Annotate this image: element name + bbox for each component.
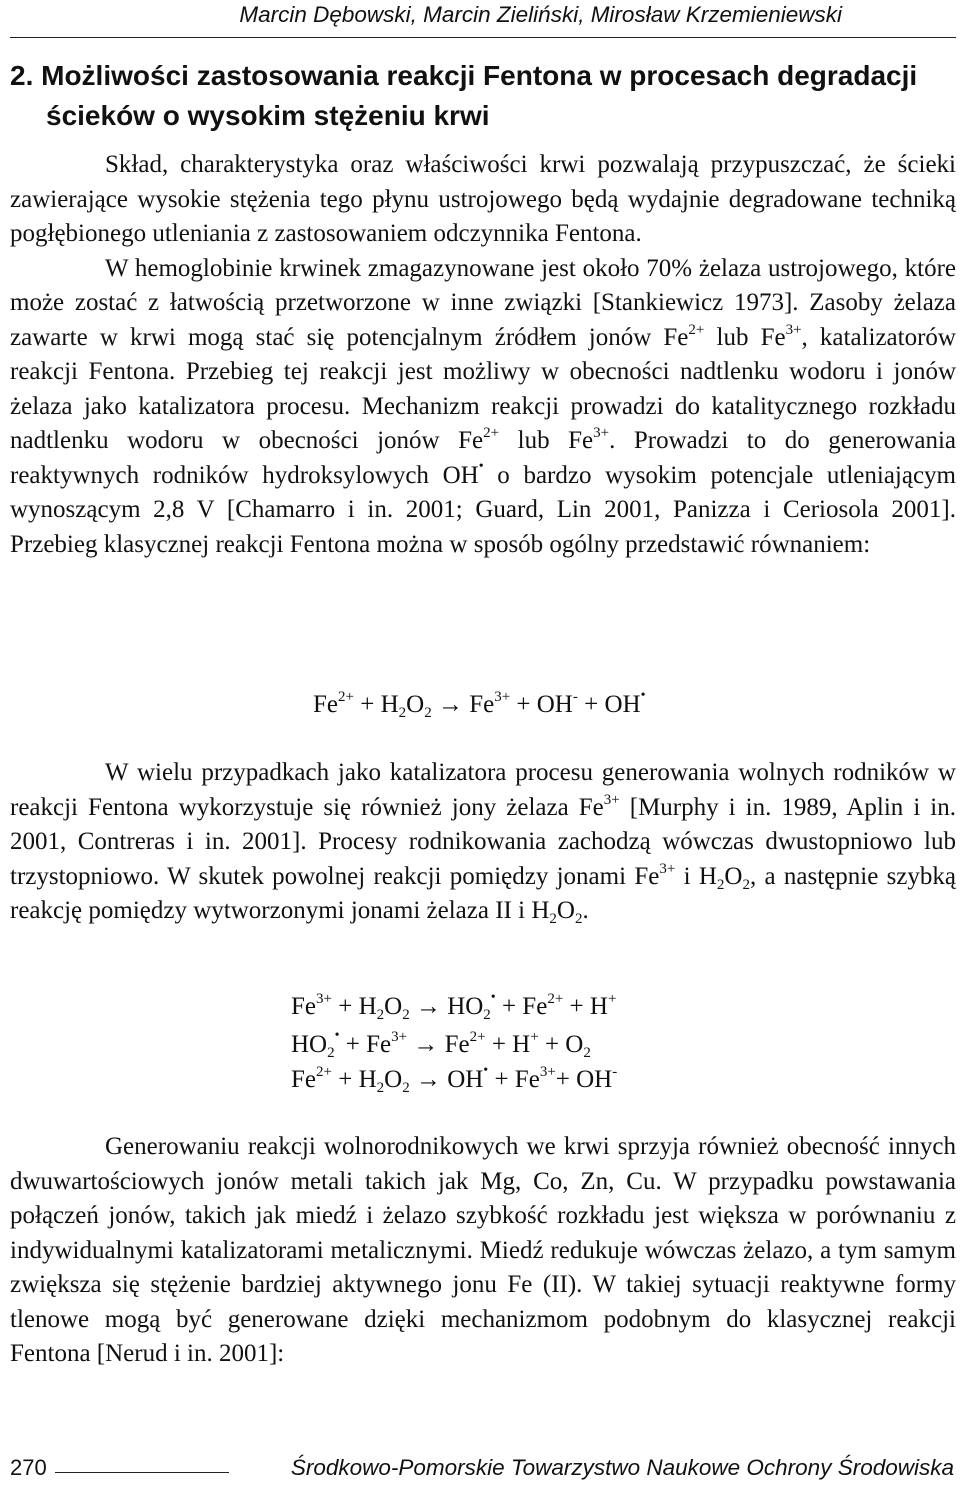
text-span: . [582,897,589,924]
equation-1 [291,990,616,1025]
paragraph-1-sentence: Skład, charakterystyka oraz właściwości krwi pozwalają przypuszczać, że ścieki zawierające wysokie stężenia tego płynu ustrojowego będą wydajnie degradowane techniką pogłębionego utleniania z zastosowaniem odczynnika Fentona. [10,151,956,247]
running-header [0,0,960,40]
page-number: 270 [10,1455,47,1480]
eq-text: + OH [555,1066,613,1093]
superscript: + [607,991,617,1007]
superscript: + [530,1029,539,1045]
radical-dot: • [478,458,484,474]
eq-text: Fe [291,1066,316,1093]
subscript: 2 [402,1007,410,1023]
eq-text: + OH [510,691,573,718]
superscript: 2+ [547,991,564,1007]
eq-text: Fe [291,993,316,1020]
radical-dot: • [334,1028,340,1043]
superscript: 3+ [603,791,620,808]
paragraph-3 [10,1130,956,1372]
eq-text: HO [291,1031,328,1058]
subscript: 2 [716,876,725,893]
subscript: 2 [574,911,583,927]
eq-text: + H [331,1066,377,1093]
subscript: 2 [742,876,750,893]
eq-text: + Fe [495,993,548,1020]
paragraph-2-text [10,756,956,929]
eq-text: + O [538,1031,584,1058]
eq-text: + OH [577,691,641,718]
superscript: 3+ [316,991,332,1007]
fenton-equation [313,688,646,723]
text-span: i H [675,862,717,890]
text-span: W wielu przypadkach jako katalizatora procesu generowania wolnych rodników w reakcji Fentona wykorzystuje się również jony żelaza Fe [10,759,956,821]
eq-text: Fe [313,691,338,718]
section-heading-line-1: 2. Możliwości zastosowania reakcji Fentona w procesach degradacji [10,60,918,91]
subscript: 2 [483,1007,491,1023]
superscript: 3+ [593,425,610,441]
text-span: [Murphy i in. 1989, Aplin i in. 2001, Contreras i in. 2001]. Procesy rodnikowania zachodzą wówczas dwustopniowo lub trzystopniowo. W skutek powolnej reakcji pomiędzy jonami Fe [10,793,957,890]
eq-text: + Fe [488,1066,540,1093]
subscript: 2 [327,1045,335,1061]
paragraph-2 [10,756,956,929]
text-span: W hemoglobinie krwinek zmagazynowane jest około 70% żelaza ustrojowego, które może zostać z łatwością przetworzone w inne związki [Stankiewicz 1973]. Zasoby żelaza zawarte w krwi mogą stać się potencjalnym źródłem jonów Fe [10,254,956,351]
superscript: 2+ [688,321,705,338]
eq-text: O [406,691,425,718]
text-span: O [556,897,575,924]
eq-text: + Fe [339,1031,392,1058]
eq-text: → Fe [407,1031,470,1058]
equation-2 [291,1028,591,1063]
paragraph-1 [10,148,956,562]
superscript: 2+ [469,1029,486,1045]
text-span: lub Fe [704,323,786,351]
eq-text: → OH [409,1066,484,1093]
eq-text: + H [353,691,399,718]
subscript: 2 [549,911,557,927]
superscript: 3+ [659,860,676,877]
superscript: - [612,1064,618,1080]
section-heading [10,56,956,136]
text-span: lub Fe [499,427,594,454]
footer-rule [55,1472,229,1473]
paragraph-1-text [10,148,956,252]
subscript: 2 [402,1080,410,1096]
subscript: 2 [376,1007,385,1023]
superscript: 3+ [391,1029,408,1045]
superscript: 3+ [494,689,511,705]
subscript: 2 [583,1045,591,1061]
header-authors: Marcin Dębowski, Marcin Zieliński, Mirosław Krzemieniewski [239,2,842,27]
running-footer [0,1455,960,1489]
subscript: 2 [424,705,432,721]
paragraph-3-text: Generowaniu reakcji wolnorodnikowych we krwi sprzyja również obecność innych dwuwartościowych jonów metali takich jak Mg, Co, Zn, Cu. W przypadku powstawania połączeń jonów, takich jak miedź i żelazo szybkość rozkładu jest większa w porównaniu z indywidualnymi katalizatorami metalicznymi. Miedź redukuje wówczas żelazo, a tym samym zwiększa się stężenie bardziej aktywnego jonu Fe (II). W takiej sytuacji reaktywne formy tlenowe mogą być generowane dzięki mechanizmom podobnym do klasycznej reakcji Fentona [Nerud i in. 2001]: [10,1133,956,1367]
superscript: 2+ [316,1064,332,1080]
text-span: , katalizatorów reakcji Fentona. Przebieg tej reakcji jest możliwy w obecności nadtlenku wodoru i jonów żelaza jako katalizatora procesu. Mechanizm reakcji prowadzi do katalitycznego rozkładu nadtlenku wodoru w obecności jonów Fe [10,323,956,454]
text-span: o bardzo wysokim potencjale utleniającym wynoszącym 2,8 V [Chamarro i in. 2001; Guard, Lin 2001, Panizza i Ceriosola 2001]. Przebieg klasycznej reakcji Fentona można w sposób ogólny przedstawić równaniem: [10,461,957,558]
superscript: 2+ [483,425,500,441]
superscript: - [572,689,578,705]
text-span: , a następnie szybką reakcję pomiędzy wytworzonymi jonami żelaza II i H [10,862,956,924]
eq-text: + H [485,1031,531,1058]
header-rule [10,37,956,38]
text-span: . Prowadzi to do generowania reaktywnych rodników hydroksylowych OH [10,427,956,489]
eq-text: → Fe [431,691,495,718]
section-heading-line-2: ścieków o wysokim stężeniu krwi [46,100,490,131]
footer-journal: Środkowo-Pomorskie Towarzystwo Naukowe Ochrony Środowiska [290,1455,954,1480]
eq-text: + H [331,993,377,1020]
subscript: 2 [398,705,407,721]
superscript: 3+ [539,1064,556,1080]
radical-dot: • [490,990,496,1005]
superscript: 2+ [338,689,354,705]
superscript: 3+ [785,321,802,338]
paragraph-1b-text [10,252,956,563]
text-span: O [724,862,743,890]
radical-dot: • [640,688,646,703]
equation-3 [291,1063,617,1098]
subscript: 2 [376,1080,385,1096]
radical-dot: • [483,1063,489,1078]
eq-text: O [384,1066,403,1093]
eq-text: O [384,993,403,1020]
eq-text: → HO [409,993,484,1020]
eq-text: + H [563,993,608,1020]
